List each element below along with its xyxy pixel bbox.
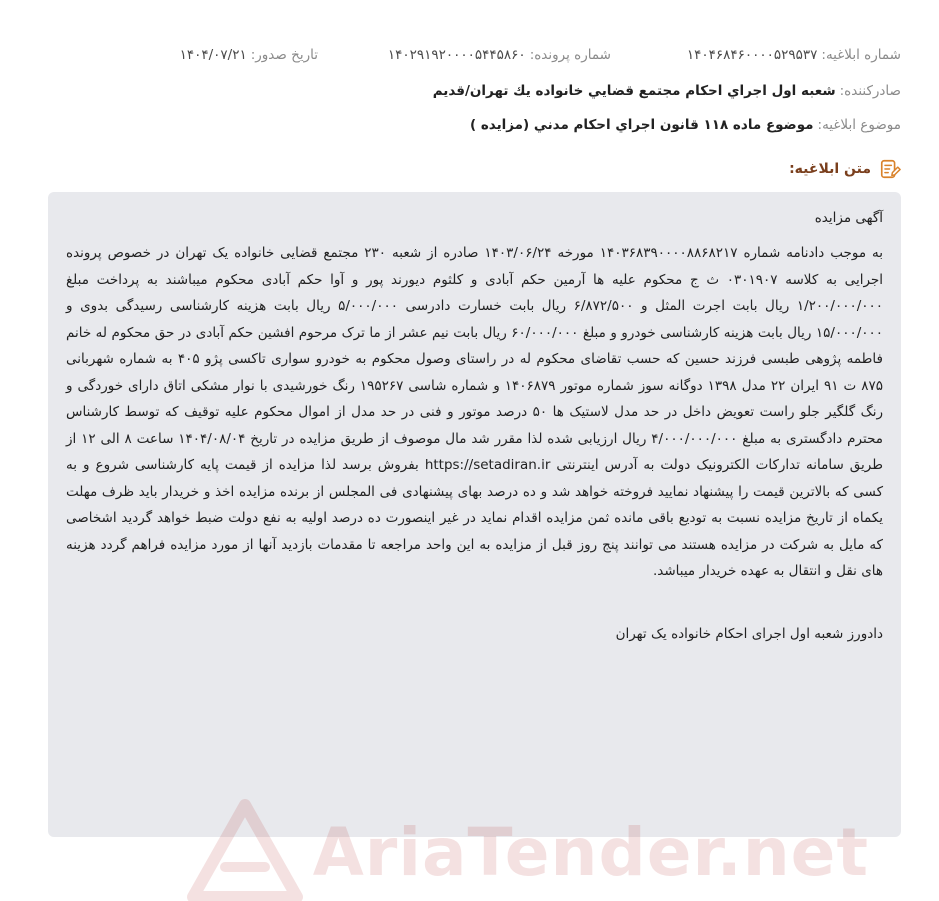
meta-row-issuer xyxy=(38,80,901,102)
ad-title: آگهی مزایده xyxy=(814,210,883,226)
notice-text-title: متن ابلاغیه: xyxy=(789,161,871,177)
notice-text-heading xyxy=(789,158,901,180)
case-number-value: ۱۴۰۲۹۱۹۲۰۰۰۰۵۴۴۵۸۶۰ xyxy=(387,47,526,63)
ad-signature: دادورز شعبه اول اجرای احکام خانواده یک تهران xyxy=(615,626,883,642)
notice-number-label: شماره ابلاغیه: xyxy=(821,47,901,63)
meta-row-subject xyxy=(38,114,901,136)
watermark-text: AriaTender.net xyxy=(312,813,869,891)
issuer-label: صادرکننده: xyxy=(839,83,901,99)
ad-body-text: به موجب دادنامه شماره ۱۴۰۳۶۸۳۹۰۰۰۰۸۸۶۸۲۱۷ مورخه ۱۴۰۳/۰۶/۲۴ صادره از شعبه ۲۳۰ مجتمع قضایی خانواده یک تهران در خصوص پرونده اجرایی به کلاسه ۰۳۰۱۹۰۷ ث ج محکوم علیه ها آرمین حکم آبادی و کلثوم دیورند پور و آوا حکم آبادی محکوم میباشند به پرداخت مبلغ ۱/۲۰۰/۰۰۰/۰۰۰ ریال بابت اجرت المثل و ۶/۸۷۲/۵۰۰ ریال بابت خسارت دادرسی ۵/۰۰۰/۰۰۰ ریال بابت هزینه کارشناسی رسیدگی بدوی و ۱۵/۰۰۰/۰۰۰ ریال بابت هزینه کارشناسی خودرو و مبلغ ۶۰/۰۰۰/۰۰۰ ریال بابت نیم عشر از ما ترک مرحوم افشین حکم آبادی در حق محکوم له خانم فاطمه پژوهی طبسی فرزند حسین که حسب تقاضای محکوم له در راستای وصول محکوم به خودرو سواری تاکسی پژو ۴۰۵ به شماره شهربانی ۸۷۵ ت ۹۱ ایران ۲۲ مدل ۱۳۹۸ دوگانه سوز شماره موتور ۱۴۰۶۸۷۹ و شماره شاسی ۱۹۵۲۶۷ رنگ خورشیدی با نوار مشکی اتاق دارای خوردگی و رنگ گلگیر جلو راست تعویض داخل در حد مدل لاستیک ها ۵۰ درصد موتور و فنی در حد مدل از اموال محکوم علیه توقیف که توسط کارشناس محترم دادگستری به مبلغ ۴/۰۰۰/۰۰۰/۰۰۰ ریال ارزیابی شده لذا مقرر شد مال موصوف از طریق مزایده در تاریخ ۱۴۰۴/۰۸/۰۴ ساعت ۸ الی ۱۲ از طریق سامانه تدارکات الکترونیک دولت به آدرس اینترنتی https://setadiran.ir بفروش برسد لذا مزایده از قیمت پایه کارشناسی شروع و به کسی که بالاترین قیمت را پیشنهاد نمایید فروخته خواهد شد و ده درصد بهای پیشنهادی فی المجلس از برنده مزایده اخذ و خریدار باید ظرف مهلت یکماه از تاریخ مزایده نسبت به تودیع باقی مانده ثمن مزایده اقدام نماید در غیر اینصورت ده درصد اولیه به نفع دولت ضبط خواهد گردید اشخاصی که مایل به شرکت در مزایده هستند می توانند پنج روز قبل از مزایده به این واحد مراجعه تا مقدمات بازدید آنها از مورد مزایده فراهم گردد هزینه های نقل و انتقال به عهده خریدار میباشد. xyxy=(66,245,884,579)
issue-date-value: ۱۴۰۴/۰۷/۲۱ xyxy=(179,47,247,63)
subject-value: موضوع ماده ۱۱۸ قانون اجراي احکام مدني (مزايده ) xyxy=(469,117,814,133)
notice-number-group xyxy=(687,44,901,66)
case-number-label: شماره پرونده: xyxy=(529,47,611,63)
issuer-value: شعبه اول اجراي احکام مجتمع قضايي خانواده يك تهران/قديم xyxy=(432,83,836,99)
issue-date-group xyxy=(180,44,318,66)
notice-number-value: ۱۴۰۴۶۸۴۶۰۰۰۰۵۲۹۵۳۷ xyxy=(686,47,818,63)
issue-date-label: تاریخ صدور: xyxy=(250,47,318,63)
document-edit-icon xyxy=(879,158,901,180)
case-number-group xyxy=(388,44,611,66)
subject-label: موضوع ابلاغیه: xyxy=(817,117,901,133)
notice-body-panel xyxy=(48,192,901,837)
